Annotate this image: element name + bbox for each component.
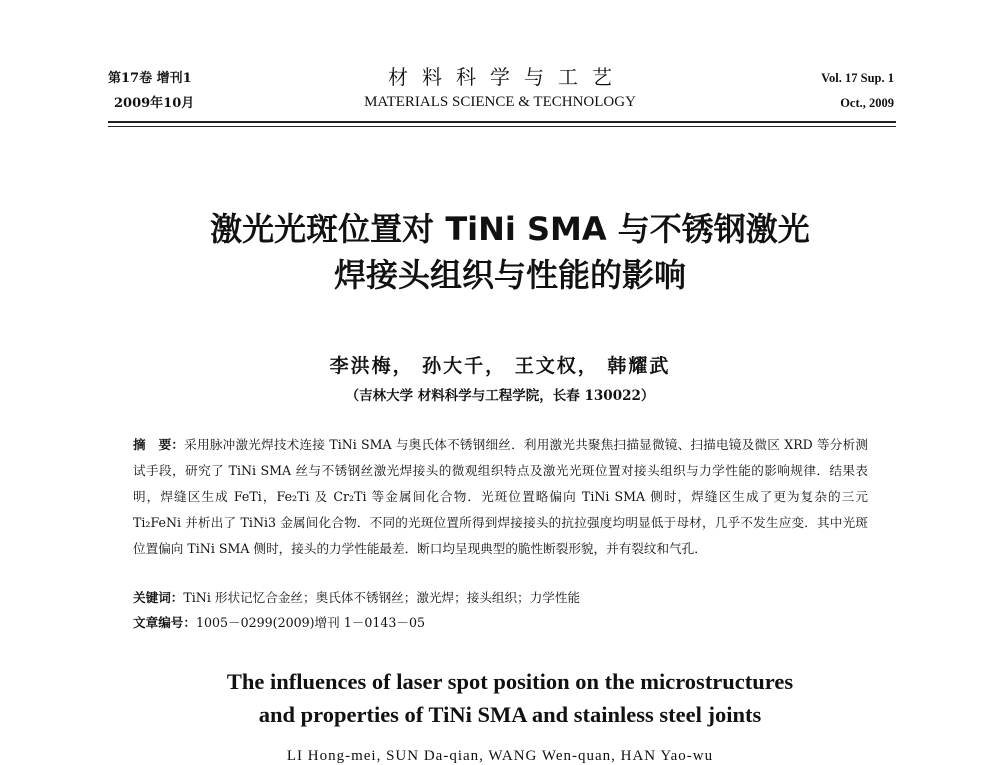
abstract-label: 摘 要： xyxy=(133,437,185,452)
journal-name-en: MATERIALS SCIENCE & TECHNOLOGY xyxy=(364,94,636,110)
affiliation-cn: （吉林大学 材料科学与工程学院，长春 130022） xyxy=(345,388,655,404)
paper-title-cn-line2: 焊接头组织与性能的影响 xyxy=(333,256,686,294)
keywords-label: 关键词： xyxy=(133,590,184,605)
article-number-text: 1005－0299(2009)增刊 1－0143－05 xyxy=(195,615,426,630)
header-center xyxy=(300,64,700,114)
authors-en: LI Hong-mei, SUN Da-qian, WANG Wen-quan, HAN Yao-wu xyxy=(286,748,714,764)
volume-issue-cn: 第17卷 增刊1 xyxy=(108,71,192,86)
volume-issue-en: Vol. 17 Sup. 1 xyxy=(821,71,894,85)
article-number xyxy=(133,610,868,636)
abstract-text: 采用脉冲激光焊技术连接 TiNi SMA 与奥氏体不锈钢细丝．利用激光共聚焦扫描显微镜、扫描电镜及微区 XRD 等分析测试手段，研究了 TiNi SMA 丝与不锈钢丝激光焊接头的微观组织特点及激光光斑位置对接头组织与力学性能的影响规律．结果表明，焊缝区生成 FeTi，Fe₂Ti 及 Cr₂Ti 等金属间化合物．光斑位置略偏向 TiNi SMA 侧时，焊缝区生成了更为复杂的三元 Ti₂FeNi 并析出了 TiNi3 金属间化合物．不同的光斑位置所得到焊接接头的抗拉强度均明显低于母材，几乎不发生应变．其中光斑位置偏向 TiNi SMA 侧时，接头的力学性能最差．断口均呈现典型的脆性断裂形貌，并有裂纹和气孔． xyxy=(133,437,869,556)
header-right xyxy=(821,66,894,116)
paper-title-en-line1: The influences of laser spot position on the microstructures xyxy=(226,669,794,694)
date-cn: 2009年10月 xyxy=(114,96,195,111)
paper-title-en xyxy=(130,665,890,731)
article-number-label: 文章编号： xyxy=(133,615,196,630)
date-en: Oct., 2009 xyxy=(840,96,894,110)
paper-title-cn-line1: 激光光斑位置对 TiNi SMA 与不锈钢激光 xyxy=(210,210,810,248)
journal-name-cn: 材料科学与工艺 xyxy=(388,65,626,89)
header-rule-thin xyxy=(108,126,896,127)
header-rule-thick xyxy=(108,121,896,123)
keywords xyxy=(133,585,868,611)
paper-title-en-line2: and properties of TiNi SMA and stainless steel joints xyxy=(258,702,762,727)
header-left xyxy=(108,66,194,116)
abstract xyxy=(133,432,868,562)
keywords-text: TiNi 形状记忆合金丝；奥氏体不锈钢丝；激光焊；接头组织；力学性能 xyxy=(183,590,581,605)
authors-cn: 李洪梅， 孙大千， 王文权， 韩耀武 xyxy=(329,355,671,377)
paper-title-cn xyxy=(130,206,890,298)
